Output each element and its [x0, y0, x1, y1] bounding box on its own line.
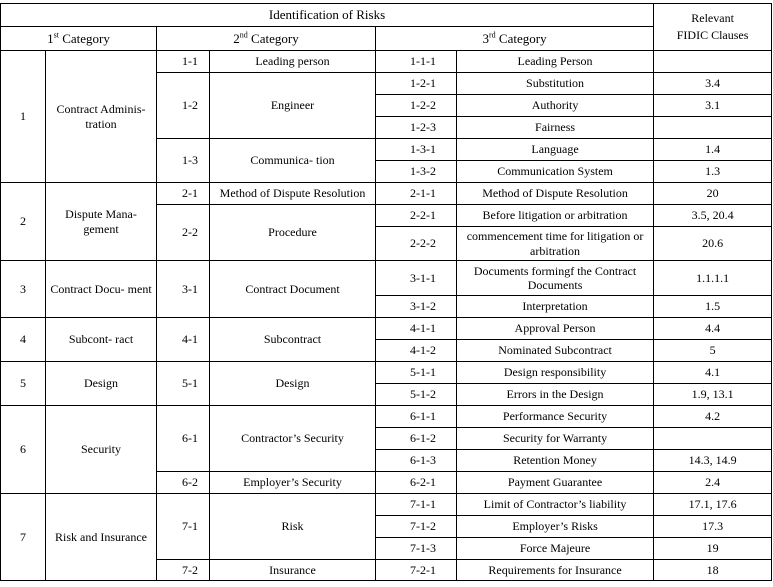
cat3-name: Performance Security: [457, 406, 654, 428]
cat1-number: 5: [1, 362, 46, 406]
cat3-name: Force Majeure: [457, 538, 654, 560]
cat1-name: Subcont- ract: [46, 318, 157, 362]
cat1-name: Risk and Insurance: [46, 494, 157, 581]
cat3-name: Retention Money: [457, 450, 654, 472]
cat2-number: 1-1: [157, 51, 210, 73]
cat1-number: 3: [1, 261, 46, 318]
fidic-clause: 5: [654, 340, 772, 362]
cat2-name: Contractor’s Security: [210, 406, 376, 472]
cat2-number: 4-1: [157, 318, 210, 362]
fidic-clause: 17.3: [654, 516, 772, 538]
cat2-number: 6-1: [157, 406, 210, 472]
cat1-number: 2: [1, 183, 46, 261]
table-row: [1, 406, 772, 428]
cat3-number: 1-1-1: [376, 51, 457, 73]
fidic-clause: 2.4: [654, 472, 772, 494]
cat1-name: Design: [46, 362, 157, 406]
cat2-name: Risk: [210, 494, 376, 560]
fidic-clause: 4.2: [654, 406, 772, 428]
header-second-category: 2nd Category: [157, 27, 376, 51]
cat1-number: 6: [1, 406, 46, 494]
fidic-clause: 19: [654, 538, 772, 560]
fidic-clause: 3.4: [654, 73, 772, 95]
fidic-clause: 1.9, 13.1: [654, 384, 772, 406]
cat3-name: Requirements for Insurance: [457, 560, 654, 581]
cat2-name: Contract Document: [210, 261, 376, 318]
cat3-name: Substitution: [457, 73, 654, 95]
cat2-number: 2-1: [157, 183, 210, 205]
fidic-clause: 3.5, 20.4: [654, 205, 772, 227]
fidic-clause: [654, 51, 772, 73]
fidic-clause: 14.3, 14.9: [654, 450, 772, 472]
cat3-name: Method of Dispute Resolution: [457, 183, 654, 205]
cat2-number: 6-2: [157, 472, 210, 494]
cat3-name: Employer’s Risks: [457, 516, 654, 538]
cat3-name: Documents formingf the Contract Documents: [457, 261, 654, 296]
fidic-clause: 3.1: [654, 95, 772, 117]
cat3-name: Limit of Contractor’s liability: [457, 494, 654, 516]
cat1-number: 1: [1, 51, 46, 183]
cat3-number: 1-3-2: [376, 161, 457, 183]
cat1-name: Contract Docu- ment: [46, 261, 157, 318]
header-relevant-line2: FIDIC Clauses: [676, 28, 749, 42]
cat3-name: Interpretation: [457, 296, 654, 318]
fidic-clause: 18: [654, 560, 772, 581]
header-relevant-line1: Relevant: [691, 11, 734, 26]
fidic-clause: 20: [654, 183, 772, 205]
cat3-number: 7-2-1: [376, 560, 457, 581]
cat1-number: 4: [1, 318, 46, 362]
table-row: [1, 261, 772, 296]
cat3-number: 5-1-2: [376, 384, 457, 406]
cat3-number: 1-2-3: [376, 117, 457, 139]
fidic-clause: 4.1: [654, 362, 772, 384]
cat3-name: Fairness: [457, 117, 654, 139]
cat3-name: Payment Guarantee: [457, 472, 654, 494]
cat1-name: Dispute Mana- gement: [46, 183, 157, 261]
cat2-name: Method of Dispute Resolution: [210, 183, 376, 205]
cat1-number: 7: [1, 494, 46, 581]
table-row: [1, 362, 772, 384]
cat1-name: Contract Adminis- tration: [46, 51, 157, 183]
cat2-name: Subcontract: [210, 318, 376, 362]
fidic-clause: 1.4: [654, 139, 772, 161]
cat3-number: 1-2-1: [376, 73, 457, 95]
cat3-name: Nominated Subcontract: [457, 340, 654, 362]
cat3-name: Before litigation or arbitration: [457, 205, 654, 227]
cat2-number: 1-3: [157, 139, 210, 183]
cat3-number: 2-2-1: [376, 205, 457, 227]
cat2-name: Engineer: [210, 73, 376, 139]
cat3-name: Design responsibility: [457, 362, 654, 384]
cat3-number: 5-1-1: [376, 362, 457, 384]
cat1-name: Security: [46, 406, 157, 494]
cat3-number: 3-1-1: [376, 261, 457, 296]
header-third-category: 3rd Category: [376, 27, 654, 51]
cat3-number: 6-2-1: [376, 472, 457, 494]
fidic-clause: [654, 117, 772, 139]
cat3-name: Approval Person: [457, 318, 654, 340]
cat3-number: 3-1-2: [376, 296, 457, 318]
table-row: [1, 494, 772, 516]
cat2-number: 1-2: [157, 73, 210, 139]
cat3-name: Language: [457, 139, 654, 161]
cat3-number: 2-2-2: [376, 227, 457, 261]
cat2-name: Procedure: [210, 205, 376, 261]
cat3-number: 1-3-1: [376, 139, 457, 161]
cat3-number: 7-1-3: [376, 538, 457, 560]
cat3-number: 2-1-1: [376, 183, 457, 205]
risk-identification-table: [0, 3, 772, 581]
fidic-clause: 20.6: [654, 227, 772, 261]
cat2-number: 5-1: [157, 362, 210, 406]
fidic-clause: 1.3: [654, 161, 772, 183]
cat2-name: Design: [210, 362, 376, 406]
cat3-name: commencement time for litigation or arbitration: [457, 227, 654, 261]
cat3-number: 4-1-2: [376, 340, 457, 362]
cat3-number: 7-1-2: [376, 516, 457, 538]
cat3-name: Security for Warranty: [457, 428, 654, 450]
cat3-name: Errors in the Design: [457, 384, 654, 406]
cat2-name: Leading person: [210, 51, 376, 73]
fidic-clause: 17.1, 17.6: [654, 494, 772, 516]
cat2-number: 2-2: [157, 205, 210, 261]
cat2-name: Communica- tion: [210, 139, 376, 183]
cat2-number: 7-1: [157, 494, 210, 560]
cat3-name: Communication System: [457, 161, 654, 183]
fidic-clause: 1.1.1.1: [654, 261, 772, 296]
fidic-clause: 4.4: [654, 318, 772, 340]
cat2-name: Insurance: [210, 560, 376, 581]
cat3-number: 6-1-1: [376, 406, 457, 428]
cat2-number: 3-1: [157, 261, 210, 318]
fidic-clause: [654, 428, 772, 450]
table-row: [1, 183, 772, 205]
cat3-name: Authority: [457, 95, 654, 117]
cat3-name: Leading Person: [457, 51, 654, 73]
table-row: [1, 318, 772, 340]
header-relevant-fidic-clauses: [654, 4, 772, 51]
cat2-name: Employer’s Security: [210, 472, 376, 494]
cat3-number: 7-1-1: [376, 494, 457, 516]
cat3-number: 1-2-2: [376, 95, 457, 117]
cat3-number: 4-1-1: [376, 318, 457, 340]
table-row: [1, 51, 772, 73]
cat2-number: 7-2: [157, 560, 210, 581]
header-first-category: 1st Category: [1, 27, 157, 51]
fidic-clause: 1.5: [654, 296, 772, 318]
header-identification-of-risks: Identification of Risks: [1, 4, 654, 27]
cat3-number: 6-1-2: [376, 428, 457, 450]
cat3-number: 6-1-3: [376, 450, 457, 472]
